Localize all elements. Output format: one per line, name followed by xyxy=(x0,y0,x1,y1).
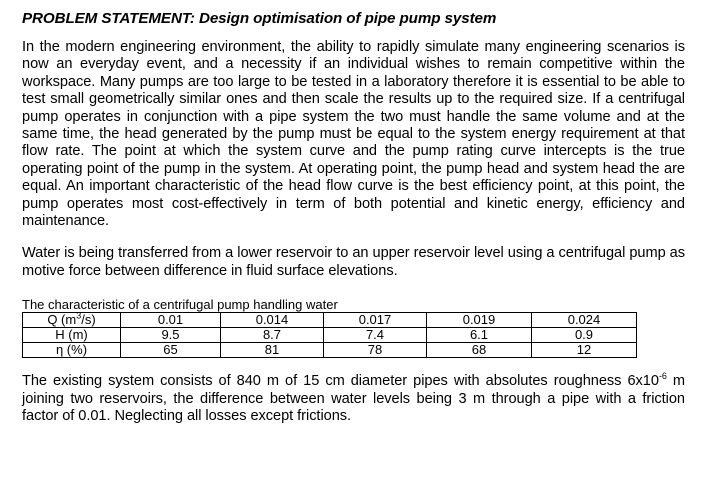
table-cell: 0.024 xyxy=(532,313,637,328)
row-label-head: H (m) xyxy=(23,328,121,343)
transfer-paragraph: Water is being transferred from a lower reservoir to an upper reservoir level using a centrifugal pump as motive force between difference in fluid surface elevations. xyxy=(22,245,685,279)
table-row-efficiency xyxy=(23,343,637,358)
table-cell: 68 xyxy=(427,343,532,358)
table-row-head xyxy=(23,328,637,343)
table-cell: 9.5 xyxy=(121,328,221,343)
table-cell: 8.7 xyxy=(221,328,324,343)
problem-title: PROBLEM STATEMENT: Design optimisation of pipe pump system xyxy=(22,10,497,27)
table-cell: 0.019 xyxy=(427,313,532,328)
table-cell: 0.9 xyxy=(532,328,637,343)
table-cell: 81 xyxy=(221,343,324,358)
table-row-flow xyxy=(23,313,637,328)
table-cell: 0.017 xyxy=(324,313,427,328)
pump-characteristic-table xyxy=(22,312,637,358)
table-cell: 12 xyxy=(532,343,637,358)
table-cell: 7.4 xyxy=(324,328,427,343)
row-label-efficiency: η (%) xyxy=(23,343,121,358)
table-cell: 78 xyxy=(324,343,427,358)
table-caption: The characteristic of a centrifugal pump handling water xyxy=(22,297,338,313)
row-label-flow: Q $(m^3/s)$ xyxy=(23,313,121,328)
intro-paragraph: In the modern engineering environment, the ability to rapidly simulate many engineering scenarios is now an everyday event, and a necessity if an individual wishes to remain competitive within the workspace. Many pumps are too large to be tested in a laboratory therefore it is essential to be able to test small geometrically similar ones and then scale the results up to the required size. If a centrifugal pump operates in conjunction with a pipe system the two must handle the same volume and at the same time, the head generated by the pump must be equal to the system energy requirement at that flow rate. The point at which the system curve and the pump rating curve intercepts is the true operating point of the pump in the system. At operating point, the pump head and system head the are equal. An important characteristic of the head flow curve is the best efficiency point, at this point, the pump operates most cost-effectively in term of both potential and kinetic energy, efficiency and maintenance. xyxy=(22,39,685,230)
table-cell: 6.1 xyxy=(427,328,532,343)
table-cell: 65 xyxy=(121,343,221,358)
system-paragraph: The existing system consists of 840 m of 15 cm diameter pipes with absolutes roughness $6x10^{-6}$ m joining two reservoirs, the difference between water levels being 3 m through a pipe with a friction factor of 0.01. Neglecting all losses except frictions. xyxy=(22,371,685,425)
table-cell: 0.014 xyxy=(221,313,324,328)
table-cell: 0.01 xyxy=(121,313,221,328)
